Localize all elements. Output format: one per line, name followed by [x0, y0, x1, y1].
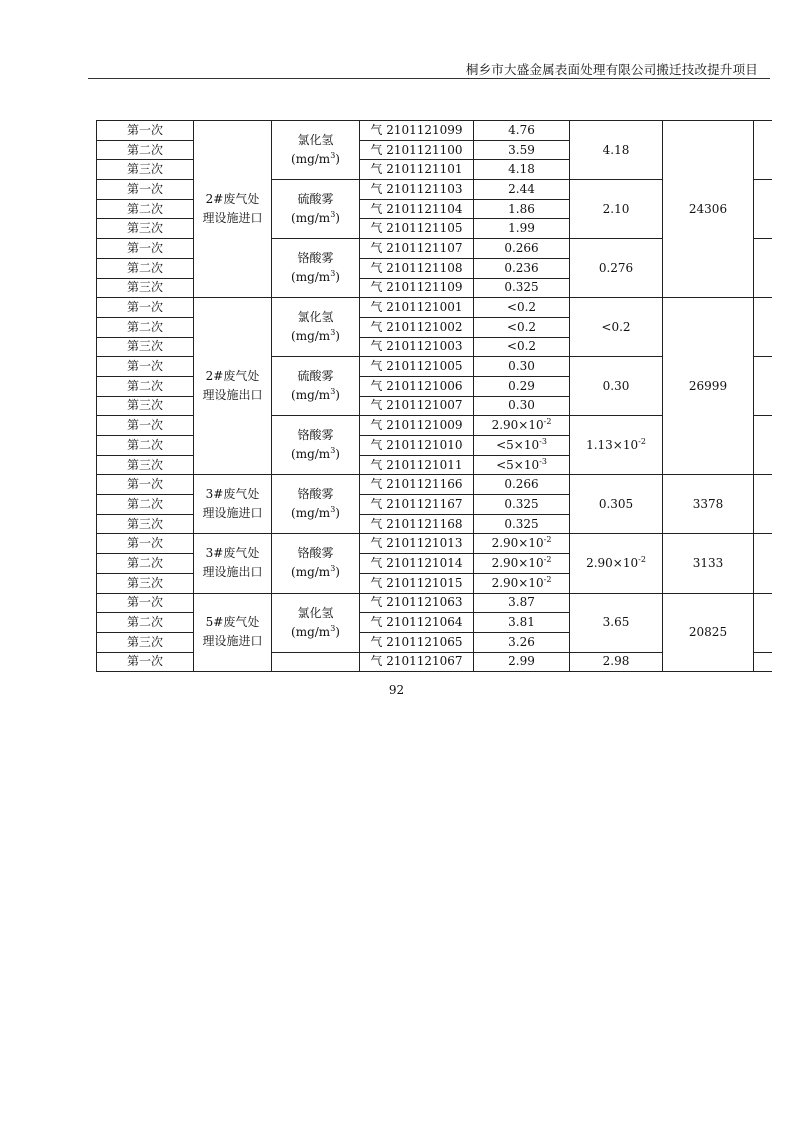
seq-cell: 第一次 — [97, 357, 194, 377]
seq-cell: 第二次 — [97, 495, 194, 515]
value-cell: 0.30 — [474, 396, 570, 416]
sample-id-cell: 气 2101121104 — [360, 199, 474, 219]
average-cell: $1.13\times 10^{-2}$ — [570, 416, 663, 475]
table-row — [97, 121, 773, 141]
sample-id-cell: 气 2101121003 — [360, 337, 474, 357]
value-cell: 1.99 — [474, 219, 570, 239]
value-cell: <0.2 — [474, 298, 570, 318]
value-cell: 2.99 — [474, 652, 570, 672]
sample-id-cell: 气 2101121107 — [360, 239, 474, 259]
value-cell: 0.266 — [474, 475, 570, 495]
value-cell: $2.90\times 10^{-2}$ — [474, 416, 570, 436]
seq-cell: 第一次 — [97, 239, 194, 259]
seq-cell: 第一次 — [97, 298, 194, 318]
page-header — [88, 60, 770, 79]
value-cell: 3.26 — [474, 632, 570, 652]
value-cell: $2.90\times 10^{-2}$ — [474, 534, 570, 554]
sample-id-cell: 气 2101121009 — [360, 416, 474, 436]
location-cell: 5#废气处理设施进口 — [194, 593, 272, 672]
seq-cell: 第三次 — [97, 632, 194, 652]
value-cell: 0.266 — [474, 239, 570, 259]
extra-cell — [754, 298, 773, 357]
extra-cell — [754, 534, 773, 593]
average-cell: 4.18 — [570, 121, 663, 180]
flow-cell: 3133 — [663, 534, 754, 593]
value-cell: $2.90\times 10^{-2}$ — [474, 573, 570, 593]
sample-id-cell: 气 2101121014 — [360, 554, 474, 574]
value-cell: 2.44 — [474, 180, 570, 200]
seq-cell: 第二次 — [97, 436, 194, 456]
average-cell: 0.276 — [570, 239, 663, 298]
sample-id-cell: 气 2101121013 — [360, 534, 474, 554]
extra-cell — [754, 180, 773, 239]
seq-cell: 第一次 — [97, 593, 194, 613]
location-cell: 2#废气处理设施出口 — [194, 298, 272, 475]
value-cell: 0.236 — [474, 258, 570, 278]
sample-id-cell: 气 2101121067 — [360, 652, 474, 672]
seq-cell: 第一次 — [97, 652, 194, 672]
item-cell: 硫酸雾 $(mg/m^3)$ — [272, 357, 360, 416]
extra-cell — [754, 239, 773, 298]
seq-cell: 第三次 — [97, 337, 194, 357]
flow-cell: 26999 — [663, 298, 754, 475]
monitoring-table — [96, 120, 772, 672]
seq-cell: 第三次 — [97, 396, 194, 416]
table-row — [97, 475, 773, 495]
sample-id-cell: 气 2101121015 — [360, 573, 474, 593]
item-cell: 硫酸雾 $(mg/m^3)$ — [272, 180, 360, 239]
sample-id-cell: 气 2101121108 — [360, 258, 474, 278]
location-cell: 2#废气处理设施进口 — [194, 121, 272, 298]
seq-cell: 第三次 — [97, 278, 194, 298]
sample-id-cell: 气 2101121099 — [360, 121, 474, 141]
sample-id-cell: 气 2101121103 — [360, 180, 474, 200]
seq-cell: 第二次 — [97, 140, 194, 160]
seq-cell: 第一次 — [97, 121, 194, 141]
average-cell: $2.90\times 10^{-2}$ — [570, 534, 663, 593]
seq-cell: 第三次 — [97, 219, 194, 239]
item-cell: 氯化氢 $(mg/m^3)$ — [272, 121, 360, 180]
extra-cell — [754, 652, 773, 672]
seq-cell: 第二次 — [97, 613, 194, 633]
value-cell: 4.18 — [474, 160, 570, 180]
flow-cell: 20825 — [663, 593, 754, 672]
value-cell: $<5\times 10^{-3}$ — [474, 436, 570, 456]
value-cell: 1.86 — [474, 199, 570, 219]
sample-id-cell: 气 2101121064 — [360, 613, 474, 633]
average-cell: 0.305 — [570, 475, 663, 534]
average-cell: 3.65 — [570, 593, 663, 652]
seq-cell: 第二次 — [97, 376, 194, 396]
seq-cell: 第一次 — [97, 475, 194, 495]
page-number: 92 — [388, 683, 405, 697]
table-row — [97, 534, 773, 554]
average-cell: 2.10 — [570, 180, 663, 239]
value-cell: 3.81 — [474, 613, 570, 633]
extra-cell — [754, 475, 773, 534]
value-cell: 3.87 — [474, 593, 570, 613]
seq-cell: 第三次 — [97, 573, 194, 593]
item-cell: 氯化氢 $(mg/m^3)$ — [272, 298, 360, 357]
extra-cell — [754, 357, 773, 416]
average-cell: <0.2 — [570, 298, 663, 357]
item-cell: 铬酸雾 $(mg/m^3)$ — [272, 475, 360, 534]
seq-cell: 第二次 — [97, 258, 194, 278]
sample-id-cell: 气 2101121002 — [360, 317, 474, 337]
flow-cell: 24306 — [663, 121, 754, 298]
sample-id-cell: 气 2101121007 — [360, 396, 474, 416]
item-cell-empty — [272, 652, 360, 672]
average-cell: 0.30 — [570, 357, 663, 416]
sample-id-cell: 气 2101121109 — [360, 278, 474, 298]
sample-id-cell: 气 2101121168 — [360, 514, 474, 534]
sample-id-cell: 气 2101121105 — [360, 219, 474, 239]
value-cell: <0.2 — [474, 337, 570, 357]
seq-cell: 第二次 — [97, 554, 194, 574]
extra-cell — [754, 121, 773, 180]
sample-id-cell: 气 2101121101 — [360, 160, 474, 180]
sample-id-cell: 气 2101121010 — [360, 436, 474, 456]
seq-cell: 第三次 — [97, 160, 194, 180]
item-cell: 铬酸雾 $(mg/m^3)$ — [272, 416, 360, 475]
sample-id-cell: 气 2101121063 — [360, 593, 474, 613]
sample-id-cell: 气 2101121011 — [360, 455, 474, 475]
table-row — [97, 593, 773, 613]
location-cell: 3#废气处理设施进口 — [194, 475, 272, 534]
value-cell: <0.2 — [474, 317, 570, 337]
sample-id-cell: 气 2101121001 — [360, 298, 474, 318]
average-cell: 2.98 — [570, 652, 663, 672]
sample-id-cell: 气 2101121166 — [360, 475, 474, 495]
item-cell: 铬酸雾 $(mg/m^3)$ — [272, 534, 360, 593]
seq-cell: 第一次 — [97, 180, 194, 200]
sample-id-cell: 气 2101121167 — [360, 495, 474, 515]
value-cell: $2.90\times 10^{-2}$ — [474, 554, 570, 574]
seq-cell: 第三次 — [97, 455, 194, 475]
sample-id-cell: 气 2101121006 — [360, 376, 474, 396]
extra-cell — [754, 593, 773, 652]
sample-id-cell: 气 2101121065 — [360, 632, 474, 652]
value-cell: 0.325 — [474, 514, 570, 534]
table-row — [97, 298, 773, 318]
seq-cell: 第二次 — [97, 317, 194, 337]
value-cell: $<5\times 10^{-3}$ — [474, 455, 570, 475]
header-title: 桐乡市大盛金属表面处理有限公司搬迁技改提升项目 — [465, 62, 758, 77]
value-cell: 0.29 — [474, 376, 570, 396]
flow-cell: 3378 — [663, 475, 754, 534]
value-cell: 4.76 — [474, 121, 570, 141]
sample-id-cell: 气 2101121100 — [360, 140, 474, 160]
seq-cell: 第一次 — [97, 416, 194, 436]
value-cell: 0.325 — [474, 278, 570, 298]
value-cell: 3.59 — [474, 140, 570, 160]
value-cell: 0.30 — [474, 357, 570, 377]
seq-cell: 第一次 — [97, 534, 194, 554]
sample-id-cell: 气 2101121005 — [360, 357, 474, 377]
item-cell: 氯化氢 $(mg/m^3)$ — [272, 593, 360, 652]
location-cell: 3#废气处理设施出口 — [194, 534, 272, 593]
value-cell: 0.325 — [474, 495, 570, 515]
seq-cell: 第三次 — [97, 514, 194, 534]
item-cell: 铬酸雾 $(mg/m^3)$ — [272, 239, 360, 298]
extra-cell — [754, 416, 773, 475]
seq-cell: 第二次 — [97, 199, 194, 219]
